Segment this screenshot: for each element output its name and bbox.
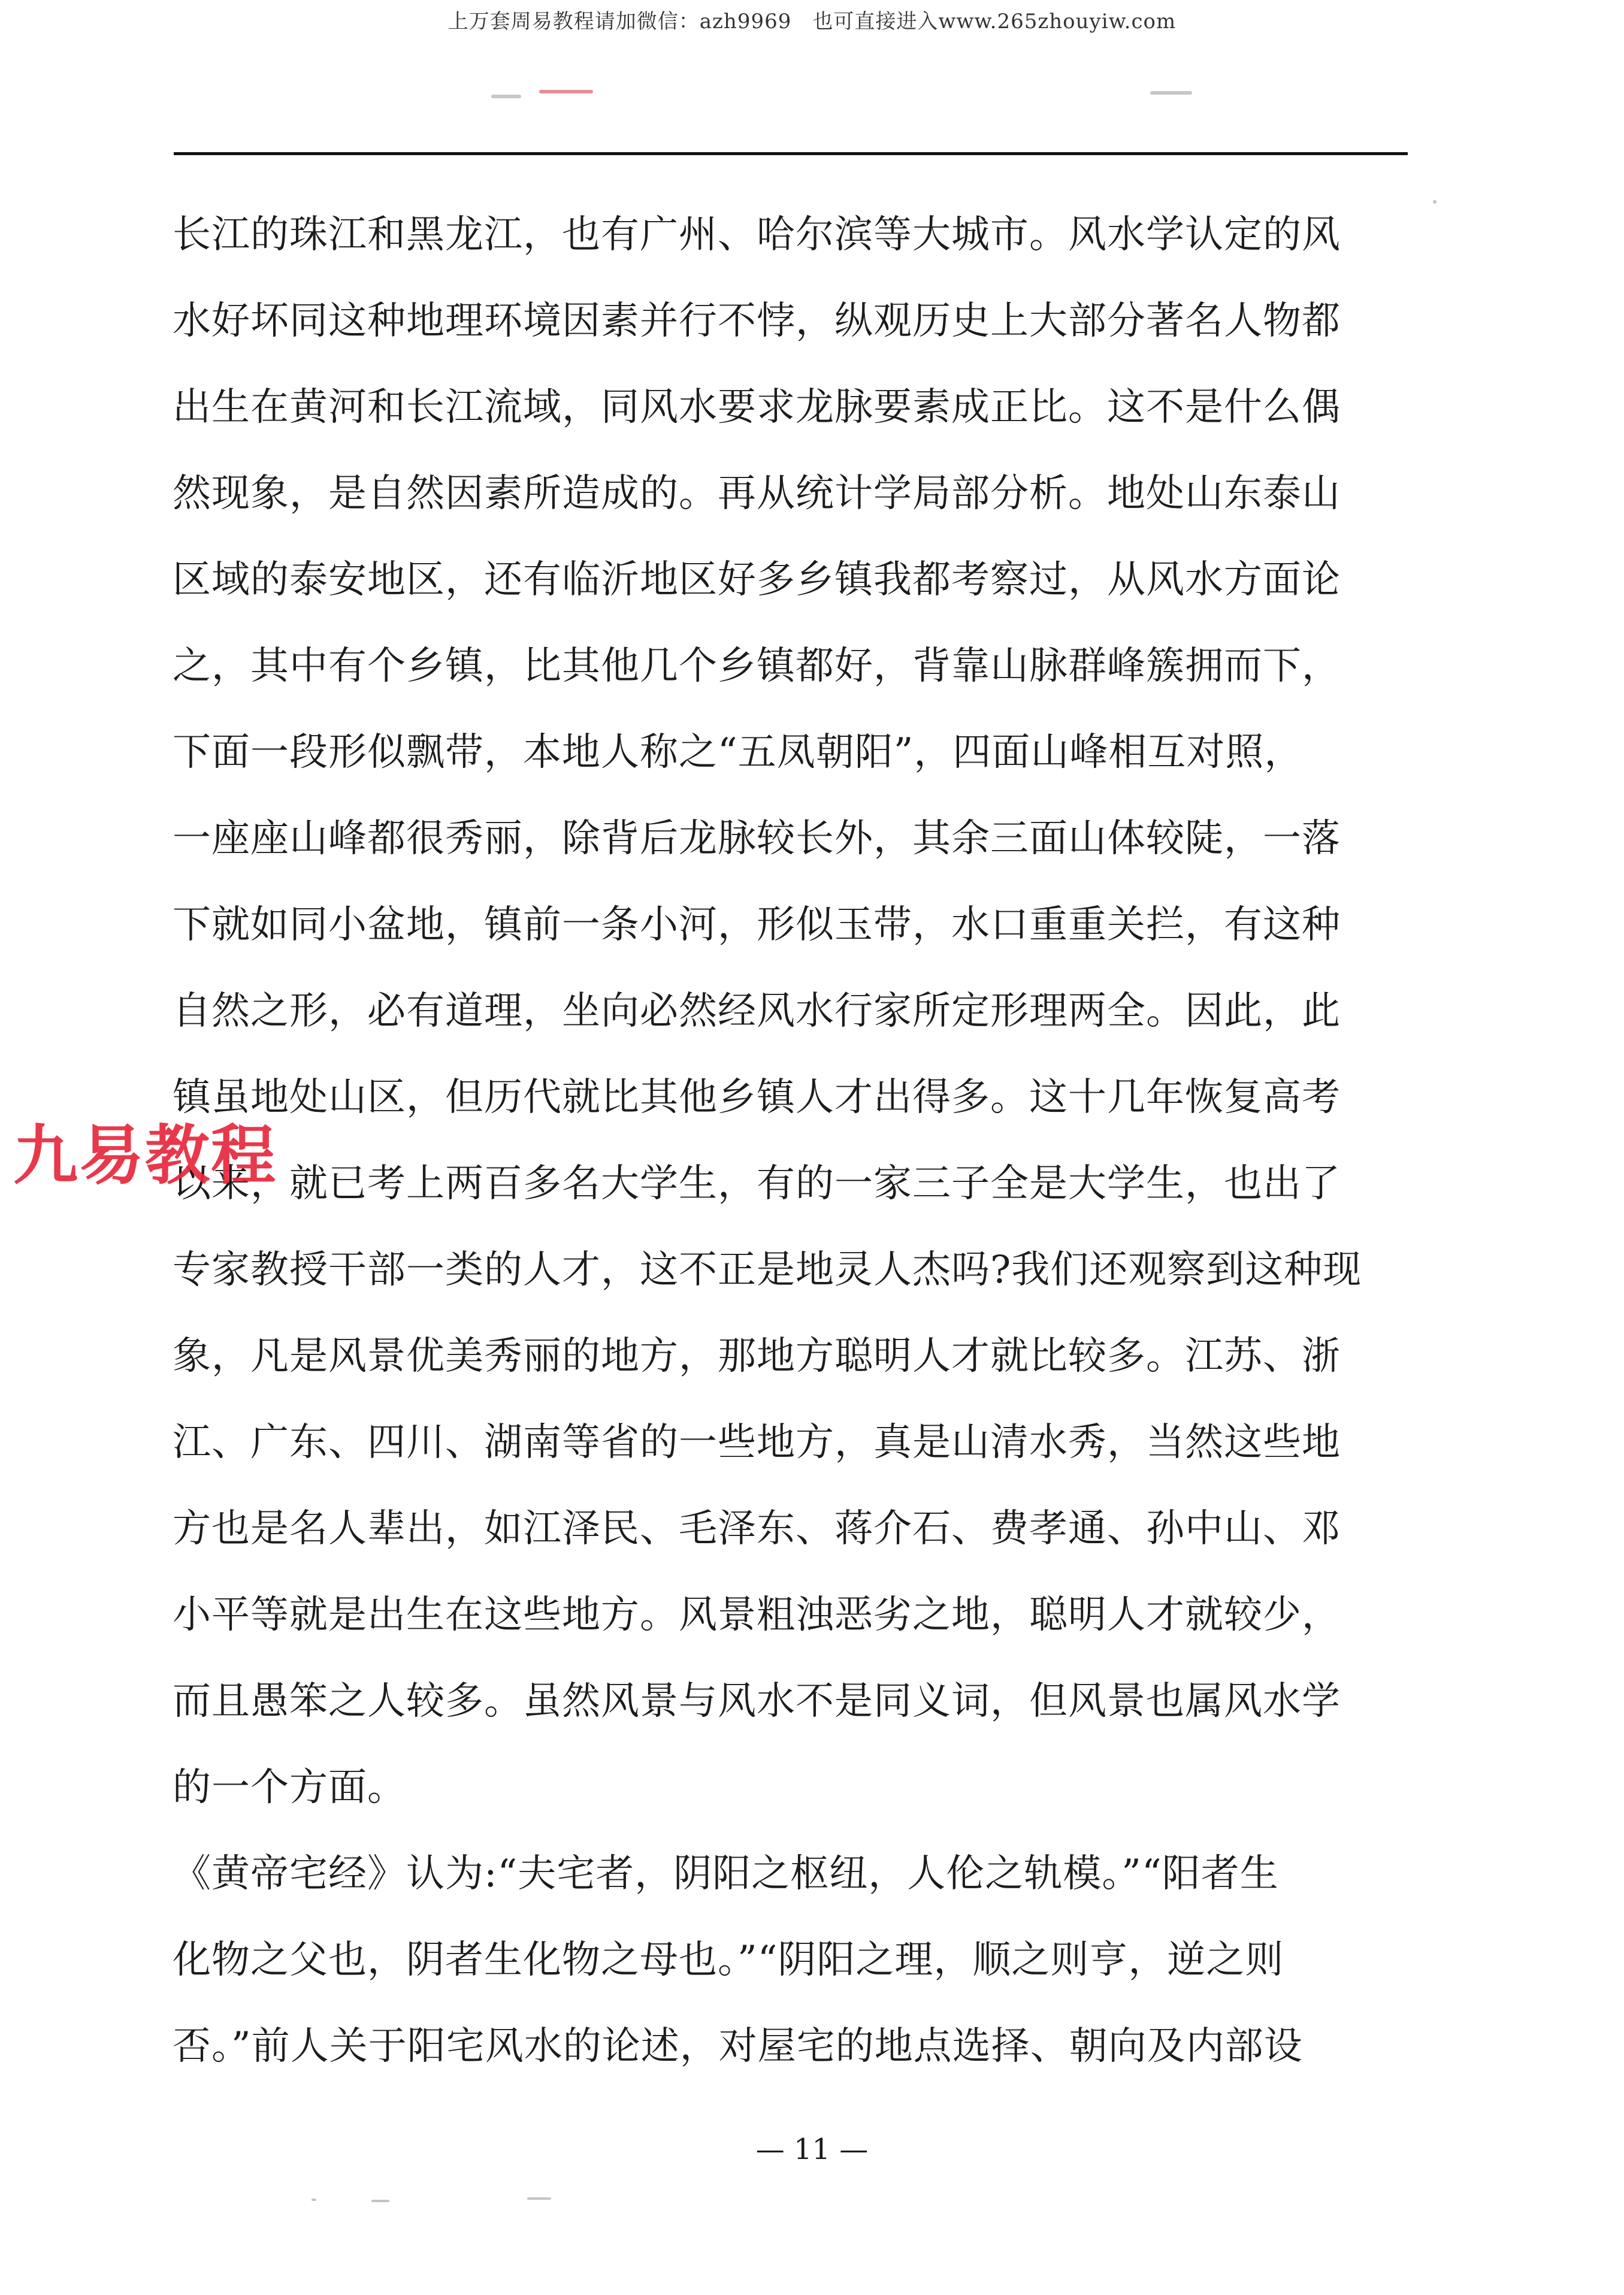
text-line: 的一个方面。 — [173, 1765, 406, 1810]
text-line: 长江的珠江和黑龙江，也有广州、哈尔滨等大城市。风水学认定的风 — [173, 213, 1341, 257]
text-line: 然现象，是自然因素所造成的。再从统计学局部分析。地处山东泰山 — [173, 471, 1341, 516]
scan-mark — [539, 90, 593, 93]
scan-dot — [527, 2197, 551, 2200]
text-line: 水好坏同这种地理环境因素并行不悖，纵观历史上大部分著名人物都 — [173, 299, 1341, 343]
text-line: 小平等就是出生在这些地方。风景粗浊恶劣之地，聪明人才就较少， — [173, 1593, 1341, 1637]
text-line: 方也是名人辈出，如江泽民、毛泽东、蒋介石、费孝通、孙中山、邓 — [173, 1507, 1341, 1551]
text-line: 江、广东、四川、湖南等省的一些地方，真是山清水秀，当然这些地 — [173, 1420, 1341, 1465]
scan-dot — [312, 2199, 316, 2201]
header-rule — [174, 152, 1408, 155]
text-line: 镇虽地处山区，但历代就比其他乡镇人才出得多。这十几年恢复高考 — [173, 1075, 1341, 1120]
text-line: 下就如同小盆地，镇前一条小河，形似玉带，水口重重关拦，有这种 — [173, 903, 1341, 947]
scan-mark — [491, 95, 521, 98]
scan-dot — [1433, 200, 1437, 204]
text-line: 专家教授干部一类的人才，这不正是地灵人杰吗?我们还观察到这种现 — [173, 1248, 1362, 1292]
scan-mark — [1150, 91, 1192, 95]
scan-dot — [371, 2200, 389, 2202]
text-line: 《黄帝宅经》认为:“夫宅者，阴阳之枢纽，人伦之轨模。”“阳者生 — [173, 1852, 1279, 1896]
page-number: — 11 — — [755, 2133, 869, 2166]
text-line: 象，凡是风景优美秀丽的地方，那地方聪明人才就比较多。江苏、浙 — [173, 1334, 1341, 1378]
watermark-logo: 九易教程 — [13, 1118, 277, 1193]
text-line: 出生在黄河和长江流域，同风水要求龙脉要素成正比。这不是什么偶 — [173, 385, 1341, 430]
top-banner: 上万套周易教程请加微信：azh9969 也可直接进入www.265zhouyiw.com — [447, 10, 1177, 34]
text-line: 自然之形，必有道理，坐向必然经风水行家所定形理两全。因此，此 — [173, 989, 1341, 1033]
text-line: 而且愚笨之人较多。虽然风景与风水不是同义词，但风景也属风水学 — [173, 1679, 1341, 1723]
text-line: 以来，就已考上两百多名大学生，有的一家三子全是大学生，也出了 — [173, 1162, 1341, 1206]
text-line: 否。”前人关于阳宅风水的论述，对屋宅的地点选择、朝向及内部设 — [173, 2024, 1303, 2069]
body-text — [173, 192, 1419, 2090]
text-line: 区域的泰安地区，还有临沂地区好多乡镇我都考察过，从风水方面论 — [173, 558, 1341, 602]
text-line: 之，其中有个乡镇，比其他几个乡镇都好，背靠山脉群峰簇拥而下， — [173, 644, 1341, 688]
text-line: 一座座山峰都很秀丽，除背后龙脉较长外，其余三面山体较陡，一落 — [173, 817, 1341, 861]
text-line: 化物之父也，阴者生化物之母也。”“阴阳之理，顺之则亨，逆之则 — [173, 1938, 1284, 1982]
text-line: 下面一段形似飘带，本地人称之“五凤朝阳”，四面山峰相互对照， — [173, 730, 1304, 775]
